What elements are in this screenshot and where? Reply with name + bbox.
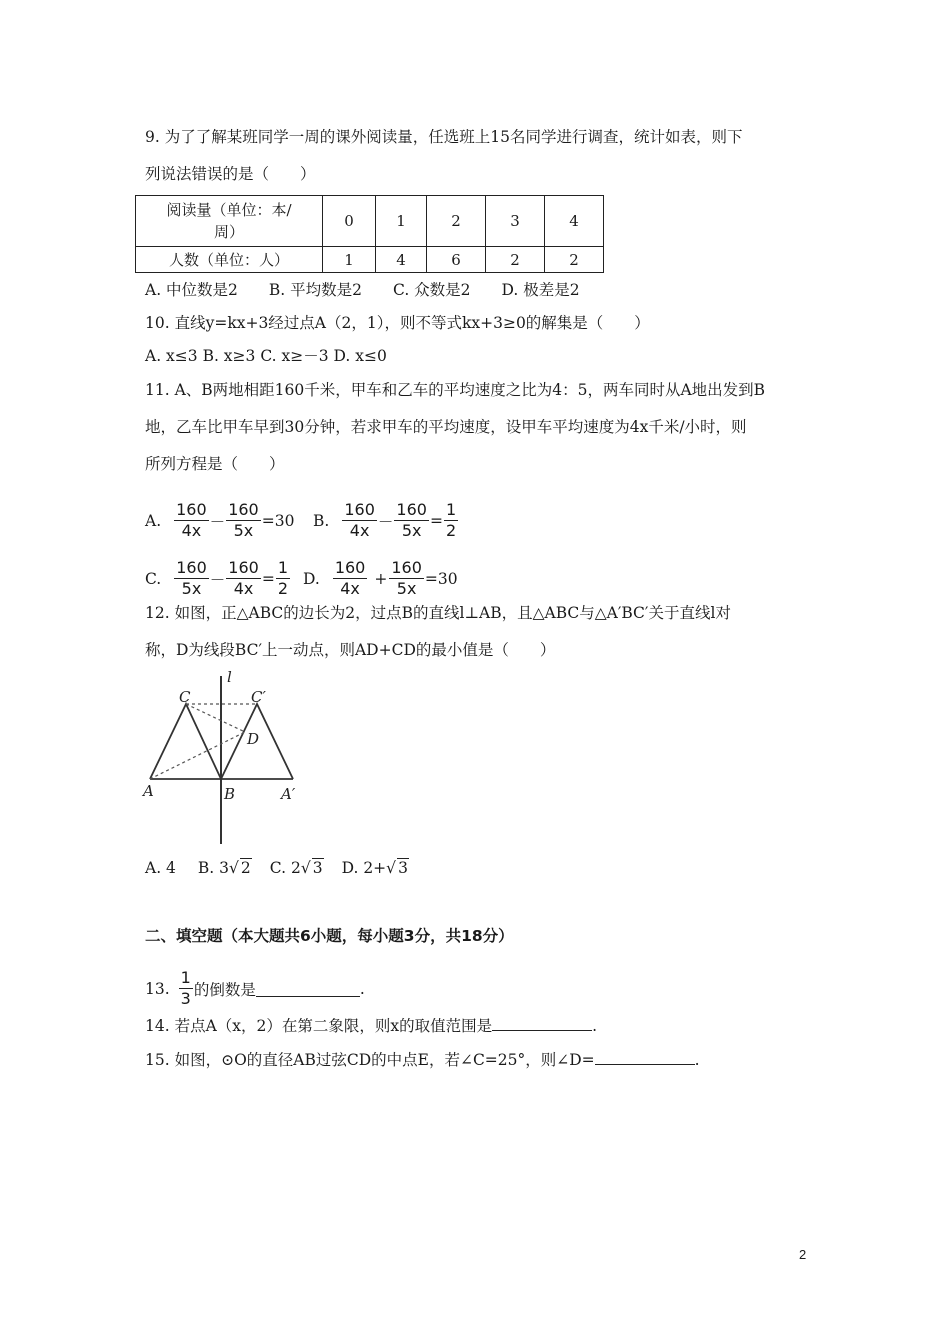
option-c: C. 2 xyxy=(269,858,301,877)
operator: － xyxy=(209,512,226,531)
reading-table xyxy=(135,195,604,273)
table-cell: 4 xyxy=(545,196,604,247)
option-label: C. xyxy=(145,569,162,588)
period: . xyxy=(592,1017,598,1035)
fraction-denominator: 5x xyxy=(401,521,422,540)
fraction xyxy=(333,558,368,599)
q9-options: A. 中位数是2 B. 平均数是2 C. 众数是2 D. 极差是2 xyxy=(145,281,580,299)
q15-text: 15. 如图，⊙O的直径AB过弦CD的中点E，若∠C=25°，则∠D= xyxy=(145,1051,595,1069)
fraction xyxy=(179,968,193,1009)
q12-options xyxy=(145,858,409,877)
fraction xyxy=(389,558,424,599)
label-c: C xyxy=(179,688,191,706)
equation-rhs: =30 xyxy=(261,511,295,530)
fraction-denominator: 4x xyxy=(181,521,202,540)
q11-text-line3: 所列方程是（ ） xyxy=(145,455,285,473)
q11-option-a xyxy=(145,500,294,541)
operator: － xyxy=(209,570,226,589)
period: . xyxy=(694,1051,700,1069)
fraction xyxy=(342,500,377,541)
equation-rhs: =30 xyxy=(424,569,458,588)
q14-text: 14. 若点A（x，2）在第二象限，则x的取值范围是 xyxy=(145,1017,493,1035)
label-a-prime: A′ xyxy=(281,785,296,803)
q12-text-line1: 12. 如图，正△ABC的边长为2，过点B的直线l⊥AB，且△ABC与△A′BC′关于直线l对 xyxy=(145,604,731,622)
label-c-prime: C′ xyxy=(251,688,266,706)
table-cell: 1 xyxy=(323,247,376,273)
q10-options: A. x≤3 B. x≥3 C. x≥－3 D. x≤0 xyxy=(145,347,387,365)
q12-text-line2: 称，D为线段BC′上一动点，则AD+CD的最小值是（ ） xyxy=(145,641,556,659)
q11-text-line1: 11. A、B两地相距160千米，甲车和乙车的平均速度之比为4：5，两车同时从A地出发到B xyxy=(145,381,766,399)
table-header-cell: 人数（单位：人） xyxy=(136,247,323,273)
fraction-numerator: 160 xyxy=(334,558,366,577)
answer-blank[interactable] xyxy=(492,1014,592,1031)
option-d: D. 2+ xyxy=(341,858,387,877)
answer-blank[interactable] xyxy=(595,1048,695,1065)
q10-text: 10. 直线y=kx+3经过点A（2，1），则不等式kx+3≥0的解集是（ ） xyxy=(145,314,650,332)
table-cell: 2 xyxy=(427,196,486,247)
q11-text-line2: 地，乙车比甲车早到30分钟，若求甲车的平均速度，设甲车平均速度为4x千米/小时，则 xyxy=(145,418,747,436)
fraction xyxy=(444,500,458,541)
option-label: A. xyxy=(145,511,162,530)
fraction-numerator: 160 xyxy=(391,558,422,577)
q9-text-line2: 列说法错误的是（ ） xyxy=(145,165,316,183)
table-cell: 6 xyxy=(427,247,486,273)
dashed-ad xyxy=(150,732,245,779)
fraction-numerator: 160 xyxy=(396,500,427,519)
fraction-denominator: 3 xyxy=(180,989,191,1008)
fraction-denominator: 2 xyxy=(445,521,457,540)
option-label: D. xyxy=(303,569,320,588)
answer-blank[interactable] xyxy=(256,980,360,997)
fraction-denominator: 4x xyxy=(233,579,254,598)
fraction-numerator: 1 xyxy=(180,968,191,987)
sqrt-sign: √ xyxy=(300,858,311,877)
fraction xyxy=(394,500,429,541)
sqrt-radicand: 3 xyxy=(398,859,408,877)
sqrt-radicand: 3 xyxy=(312,859,323,877)
fraction xyxy=(174,500,209,541)
operator: + xyxy=(374,569,388,588)
fraction xyxy=(226,500,261,541)
fraction xyxy=(226,558,261,599)
fraction-numerator: 160 xyxy=(228,558,259,577)
fraction-denominator: 4x xyxy=(349,521,370,540)
option-label: B. xyxy=(313,511,330,530)
section-heading: 二、填空题（本大题共6小题，每小题3分，共18分） xyxy=(145,927,514,945)
fraction-numerator: 1 xyxy=(277,558,289,577)
q12-figure xyxy=(135,668,315,848)
table-row xyxy=(136,247,604,273)
fraction-numerator: 1 xyxy=(445,500,457,519)
label-a: A xyxy=(143,782,154,800)
page-number: 2 xyxy=(799,1247,807,1262)
option-a: A. 4 xyxy=(145,858,176,877)
sqrt-sign: √ xyxy=(386,858,397,877)
fraction-denominator: 5x xyxy=(181,579,202,598)
q13-label: 13. xyxy=(145,979,170,998)
table-cell: 2 xyxy=(545,247,604,273)
sqrt-sign: √ xyxy=(229,858,239,877)
table-cell: 2 xyxy=(486,247,545,273)
table-cell: 1 xyxy=(376,196,427,247)
fraction-numerator: 160 xyxy=(176,500,207,519)
label-d: D xyxy=(247,730,260,748)
table-header-cell: 阅读量（单位：本/ 周） xyxy=(136,196,323,247)
q11-option-c xyxy=(145,558,291,599)
fraction-numerator: 160 xyxy=(176,558,207,577)
table-cell: 0 xyxy=(323,196,376,247)
fraction-numerator: 160 xyxy=(228,500,259,519)
q14 xyxy=(145,1014,597,1036)
q15 xyxy=(145,1048,700,1070)
operator: － xyxy=(377,512,394,531)
fraction-denominator: 4x xyxy=(340,579,360,598)
period: . xyxy=(359,979,365,998)
q13-text: 的倒数是 xyxy=(193,980,256,999)
q13 xyxy=(145,968,365,1009)
fraction-denominator: 5x xyxy=(396,579,417,598)
label-b: B xyxy=(224,785,236,803)
dashed-cd xyxy=(186,704,245,732)
table-cell: 3 xyxy=(486,196,545,247)
q11-option-d xyxy=(303,558,458,599)
fraction-numerator: 160 xyxy=(344,500,375,519)
label-l: l xyxy=(227,668,232,686)
q9-text-line1: 9. 为了了解某班同学一周的课外阅读量，任选班上15名同学进行调查，统计如表，则下 xyxy=(145,128,743,146)
table-row xyxy=(136,196,604,247)
option-b: B. 3 xyxy=(197,858,230,877)
q11-option-b xyxy=(313,500,459,541)
fraction xyxy=(174,558,209,599)
fraction xyxy=(276,558,290,599)
sqrt-radicand: 2 xyxy=(240,859,251,877)
fraction-denominator: 2 xyxy=(277,579,289,598)
equals-sign: = xyxy=(261,569,275,588)
table-cell: 4 xyxy=(376,247,427,273)
equals-sign: = xyxy=(429,511,443,530)
fraction-denominator: 5x xyxy=(233,521,254,540)
